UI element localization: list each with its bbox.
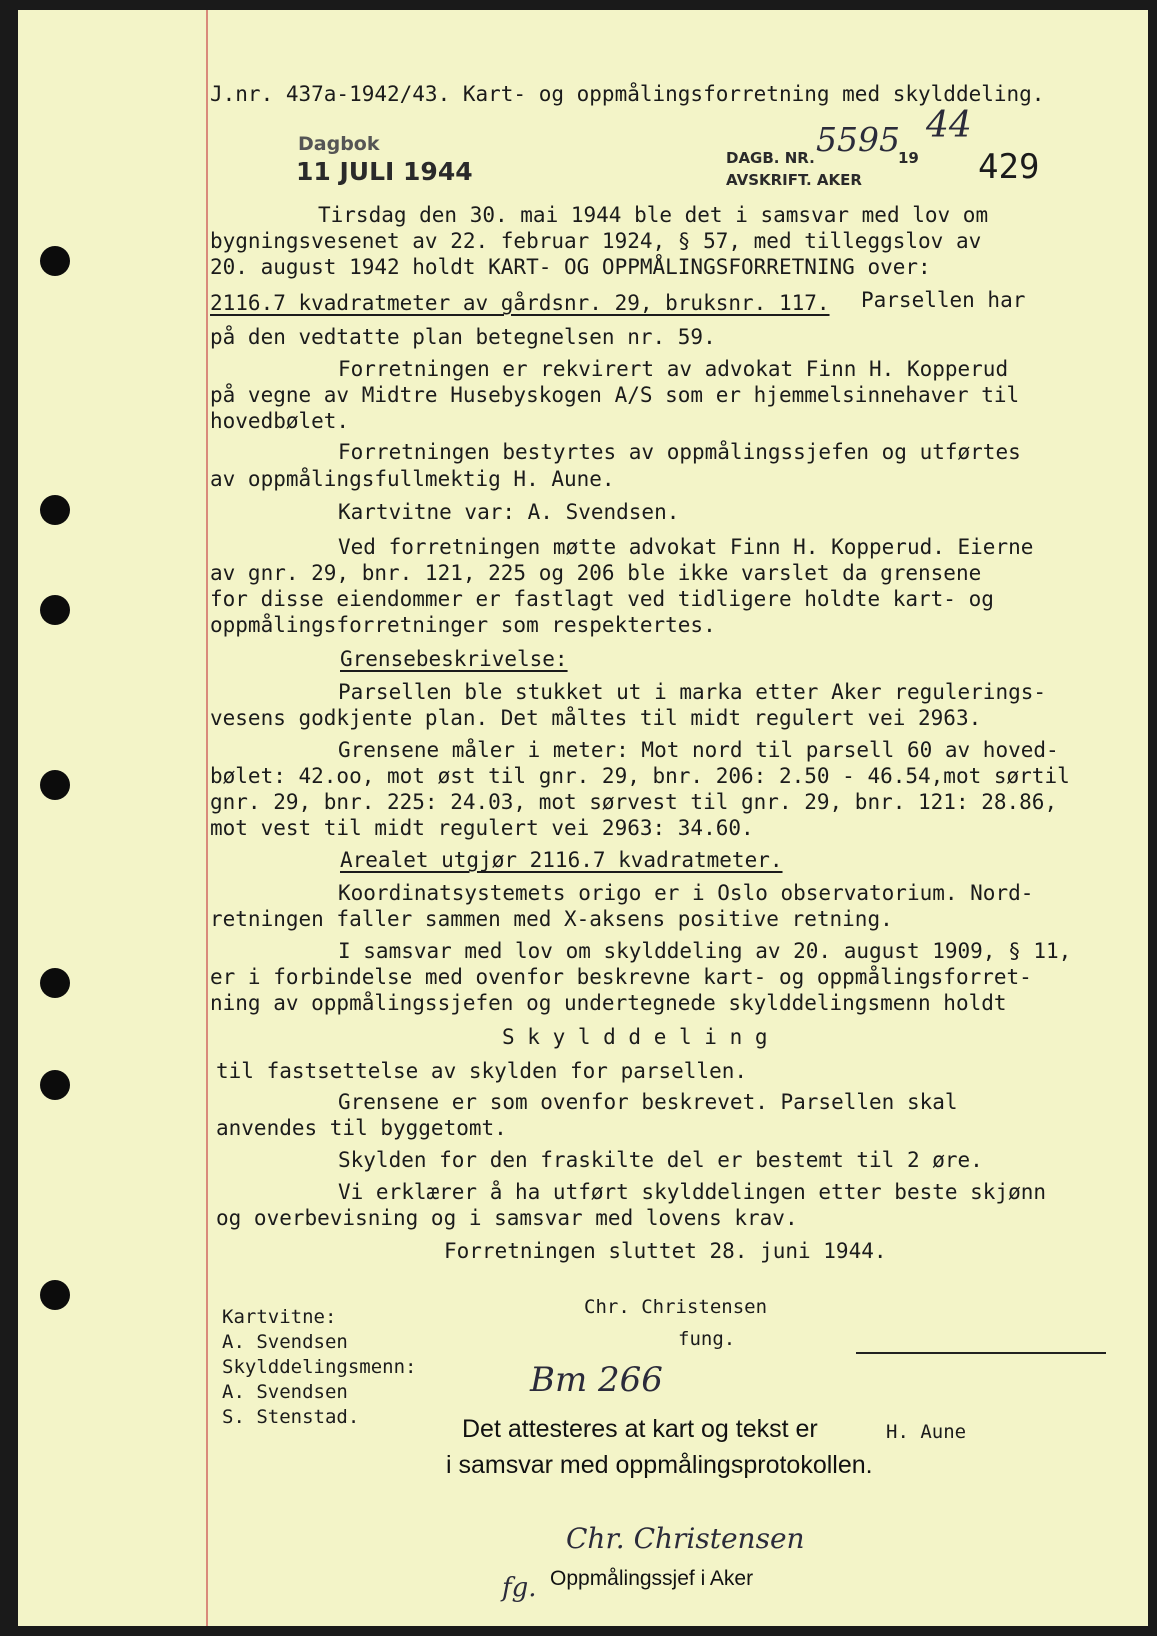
skylddelingsmann-name: S. Stenstad.: [222, 1406, 360, 1428]
handwritten-note: Bm 266: [530, 1360, 663, 1400]
body-line: I samsvar med lov om skylddeling av 20. august 1909, § 11,: [338, 939, 1072, 963]
dagbok-stamp: Dagbok: [298, 133, 380, 155]
area-heading: Arealet utgjør 2116.7 kvadratmeter.: [340, 848, 783, 872]
dagb-year-label: 19: [898, 149, 919, 167]
body-line: mot vest til midt regulert vei 2963: 34.60.: [210, 816, 754, 840]
body-line-underlined: 2116.7 kvadratmeter av gårdsnr. 29, bruksnr. 117.: [210, 291, 830, 315]
body-line: vesens godkjente plan. Det måltes til midt regulert vei 2963.: [210, 706, 982, 730]
body-line: på vegne av Midtre Husebyskogen A/S som er hjemmelsinnehaver til: [210, 383, 1020, 407]
body-line: anvendes til byggetomt.: [216, 1116, 507, 1140]
body-line: Koordinatsystemets origo er i Oslo observatorium. Nord-: [338, 881, 1034, 905]
punch-hole: [40, 968, 70, 998]
body-line: Vi erklærer å ha utført skylddelingen etter beste skjønn: [338, 1180, 1047, 1204]
body-line: for disse eiendommer er fastlagt ved tidligere holdte kart- og: [210, 587, 994, 611]
body-line: av oppmålingsfullmektig H. Aune.: [210, 467, 615, 491]
skylddeling-heading: S k y l d d e l i n g: [502, 1025, 768, 1049]
body-line: gnr. 29, bnr. 225: 24.03, mot sørvest til gnr. 29, bnr. 121: 28.86,: [210, 790, 1058, 814]
h-aune: H. Aune: [886, 1421, 967, 1443]
avskrift-stamp: AVSKRIFT. AKER: [726, 171, 862, 189]
body-line: 20. august 1942 holdt KART- OG OPPMÅLINGSFORRETNING over:: [210, 255, 931, 279]
attestation-line: i samsvar med oppmålingsprotokollen.: [446, 1451, 873, 1479]
journal-header: J.nr. 437a-1942/43. Kart- og oppmålingsforretning med skylddeling.: [210, 82, 1045, 106]
body-line: retningen faller sammen med X-aksens positive retning.: [210, 907, 893, 931]
body-line: Grensene måler i meter: Mot nord til parsell 60 av hoved-: [338, 738, 1059, 762]
punch-hole: [40, 1280, 70, 1310]
section-heading: Grensebeskrivelse:: [340, 647, 568, 671]
signature-line: [856, 1352, 1106, 1354]
body-line: bølet: 42.oo, mot øst til gnr. 29, bnr. 206: 2.50 - 46.54,mot sørtil: [210, 764, 1070, 788]
punch-hole: [40, 495, 70, 525]
kartvitne-name: A. Svendsen: [222, 1331, 348, 1353]
closing-line: Forretningen sluttet 28. juni 1944.: [444, 1239, 887, 1263]
document-page: [18, 10, 1148, 1626]
chr-christensen: Chr. Christensen: [584, 1296, 768, 1318]
body-line: på den vedtatte plan betegnelsen nr. 59.: [210, 325, 716, 349]
dagb-number: 5595: [816, 120, 900, 159]
body-line: Forretningen bestyrtes av oppmålingssjefen og utførtes: [338, 440, 1021, 464]
body-line: Skylden for den fraskilte del er bestemt til 2 øre.: [338, 1148, 983, 1172]
body-line: ning av oppmålingssjefen og undertegnede skylddelingsmenn holdt: [210, 991, 1007, 1015]
body-line: Parsellen ble stukket ut i marka etter Aker regulerings-: [338, 680, 1047, 704]
punch-hole: [40, 595, 70, 625]
body-line: Tirsdag den 30. mai 1944 ble det i samsvar med lov om: [318, 203, 989, 227]
body-line: Ved forretningen møtte advokat Finn H. Kopperud. Eierne: [338, 535, 1034, 559]
attestation-signature: Chr. Christensen: [566, 1522, 805, 1555]
body-line: bygningsvesenet av 22. februar 1924, § 57, med tilleggslov av: [210, 229, 982, 253]
dagb-label: DAGB. NR.: [726, 149, 815, 167]
kartvitne-label: Kartvitne:: [222, 1306, 337, 1328]
body-line: Grensene er som ovenfor beskrevet. Parsellen skal: [338, 1090, 958, 1114]
margin-line: [206, 10, 208, 1626]
body-line: oppmålingsforretninger som respektertes.: [210, 613, 716, 637]
date-stamp: 11 JULI 1944: [296, 157, 473, 186]
attestation-fung: fg.: [502, 1573, 537, 1603]
body-line: Forretningen er rekvirert av advokat Finn H. Kopperud: [338, 357, 1009, 381]
attestation-title: Oppmålingssjef i Aker: [550, 1567, 754, 1590]
body-line: og overbevisning og i samsvar med lovens krav.: [216, 1206, 798, 1230]
punch-hole: [40, 1070, 70, 1100]
body-line: Parsellen har: [861, 288, 1026, 312]
punch-hole: [40, 770, 70, 800]
fung-label: fung.: [678, 1328, 736, 1350]
attestation-line: Det attesteres at kart og tekst er: [462, 1415, 818, 1443]
body-line: til fastsettelse av skylden for parsellen.: [216, 1059, 748, 1083]
skylddelingsmann-name: A. Svendsen: [222, 1381, 348, 1403]
body-line: Kartvitne var: A. Svendsen.: [338, 500, 680, 524]
skylddelingsmenn-label: Skylddelingsmenn:: [222, 1356, 417, 1378]
body-line: er i forbindelse med ovenfor beskrevne kart- og oppmålingsforret-: [210, 965, 1032, 989]
page-number: 429: [978, 147, 1040, 187]
dagb-year: 44: [926, 105, 972, 146]
body-line: hovedbølet.: [210, 409, 350, 433]
body-line: av gnr. 29, bnr. 121, 225 og 206 ble ikke varslet da grensene: [210, 561, 982, 585]
punch-hole: [40, 246, 70, 276]
